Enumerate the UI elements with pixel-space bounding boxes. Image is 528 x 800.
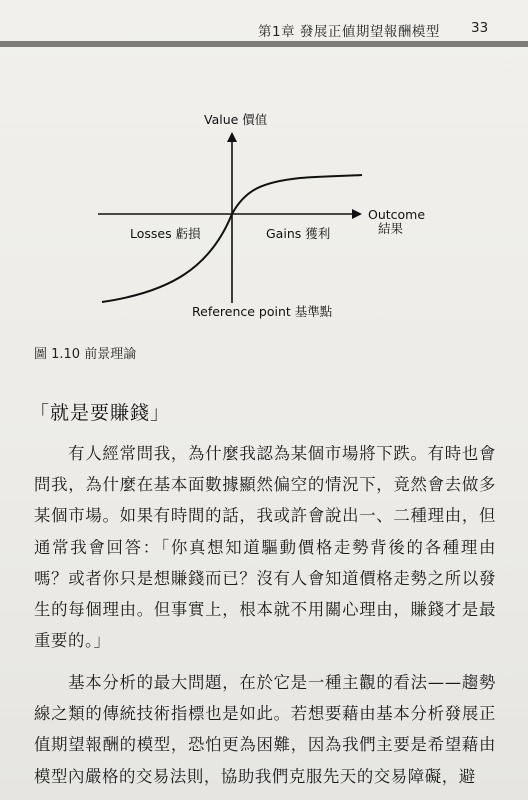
- x-axis-label-zh: 結果: [378, 221, 404, 236]
- y-axis-label: Value 價值: [204, 112, 268, 127]
- origin-label: Reference point 基準點: [192, 304, 333, 319]
- page-number: 33: [471, 20, 489, 36]
- section-title: 「就是要賺錢」: [30, 402, 171, 424]
- gains-label: Gains 獲利: [266, 226, 331, 241]
- body-paragraph: [34, 667, 496, 792]
- paragraph-text: 有人經常問我，為什麼我認為某個市場將下跌。有時也會問我，為什麼在基本面數據顯然偏空的情況下，竟然會去做多某個市場。如果有時間的話，我或許會說出一、二種理由，但通常我會回答：「你真想知道驅動價格走勢背後的各種理由嗎？或者你只是想賺錢而已？沒有人會知道價格走勢之所以發生的每個理由。但事實上，根本就不用關心理由，賺錢才是最重要的。」: [34, 444, 496, 651]
- paragraph-text: 基本分析的最大問題，在於它是一種主觀的看法——趨勢線之類的傳統技術指標也是如此。若想要藉由基本分析發展正值期望報酬的模型，恐怕更為困難，因為我們主要是希望藉由模型內嚴格的交易法則，協助我們克服先天的交易障礙，避: [34, 673, 496, 786]
- figure-caption: 圖 1.10 前景理論: [34, 347, 137, 362]
- chapter-title: 第1章 發展正値期望報酬模型: [258, 24, 440, 40]
- x-axis-label: Outcome: [368, 207, 426, 222]
- prospect-theory-figure: [0, 0, 528, 330]
- body-paragraph: [34, 438, 496, 656]
- losses-label: Losses 虧損: [130, 226, 201, 241]
